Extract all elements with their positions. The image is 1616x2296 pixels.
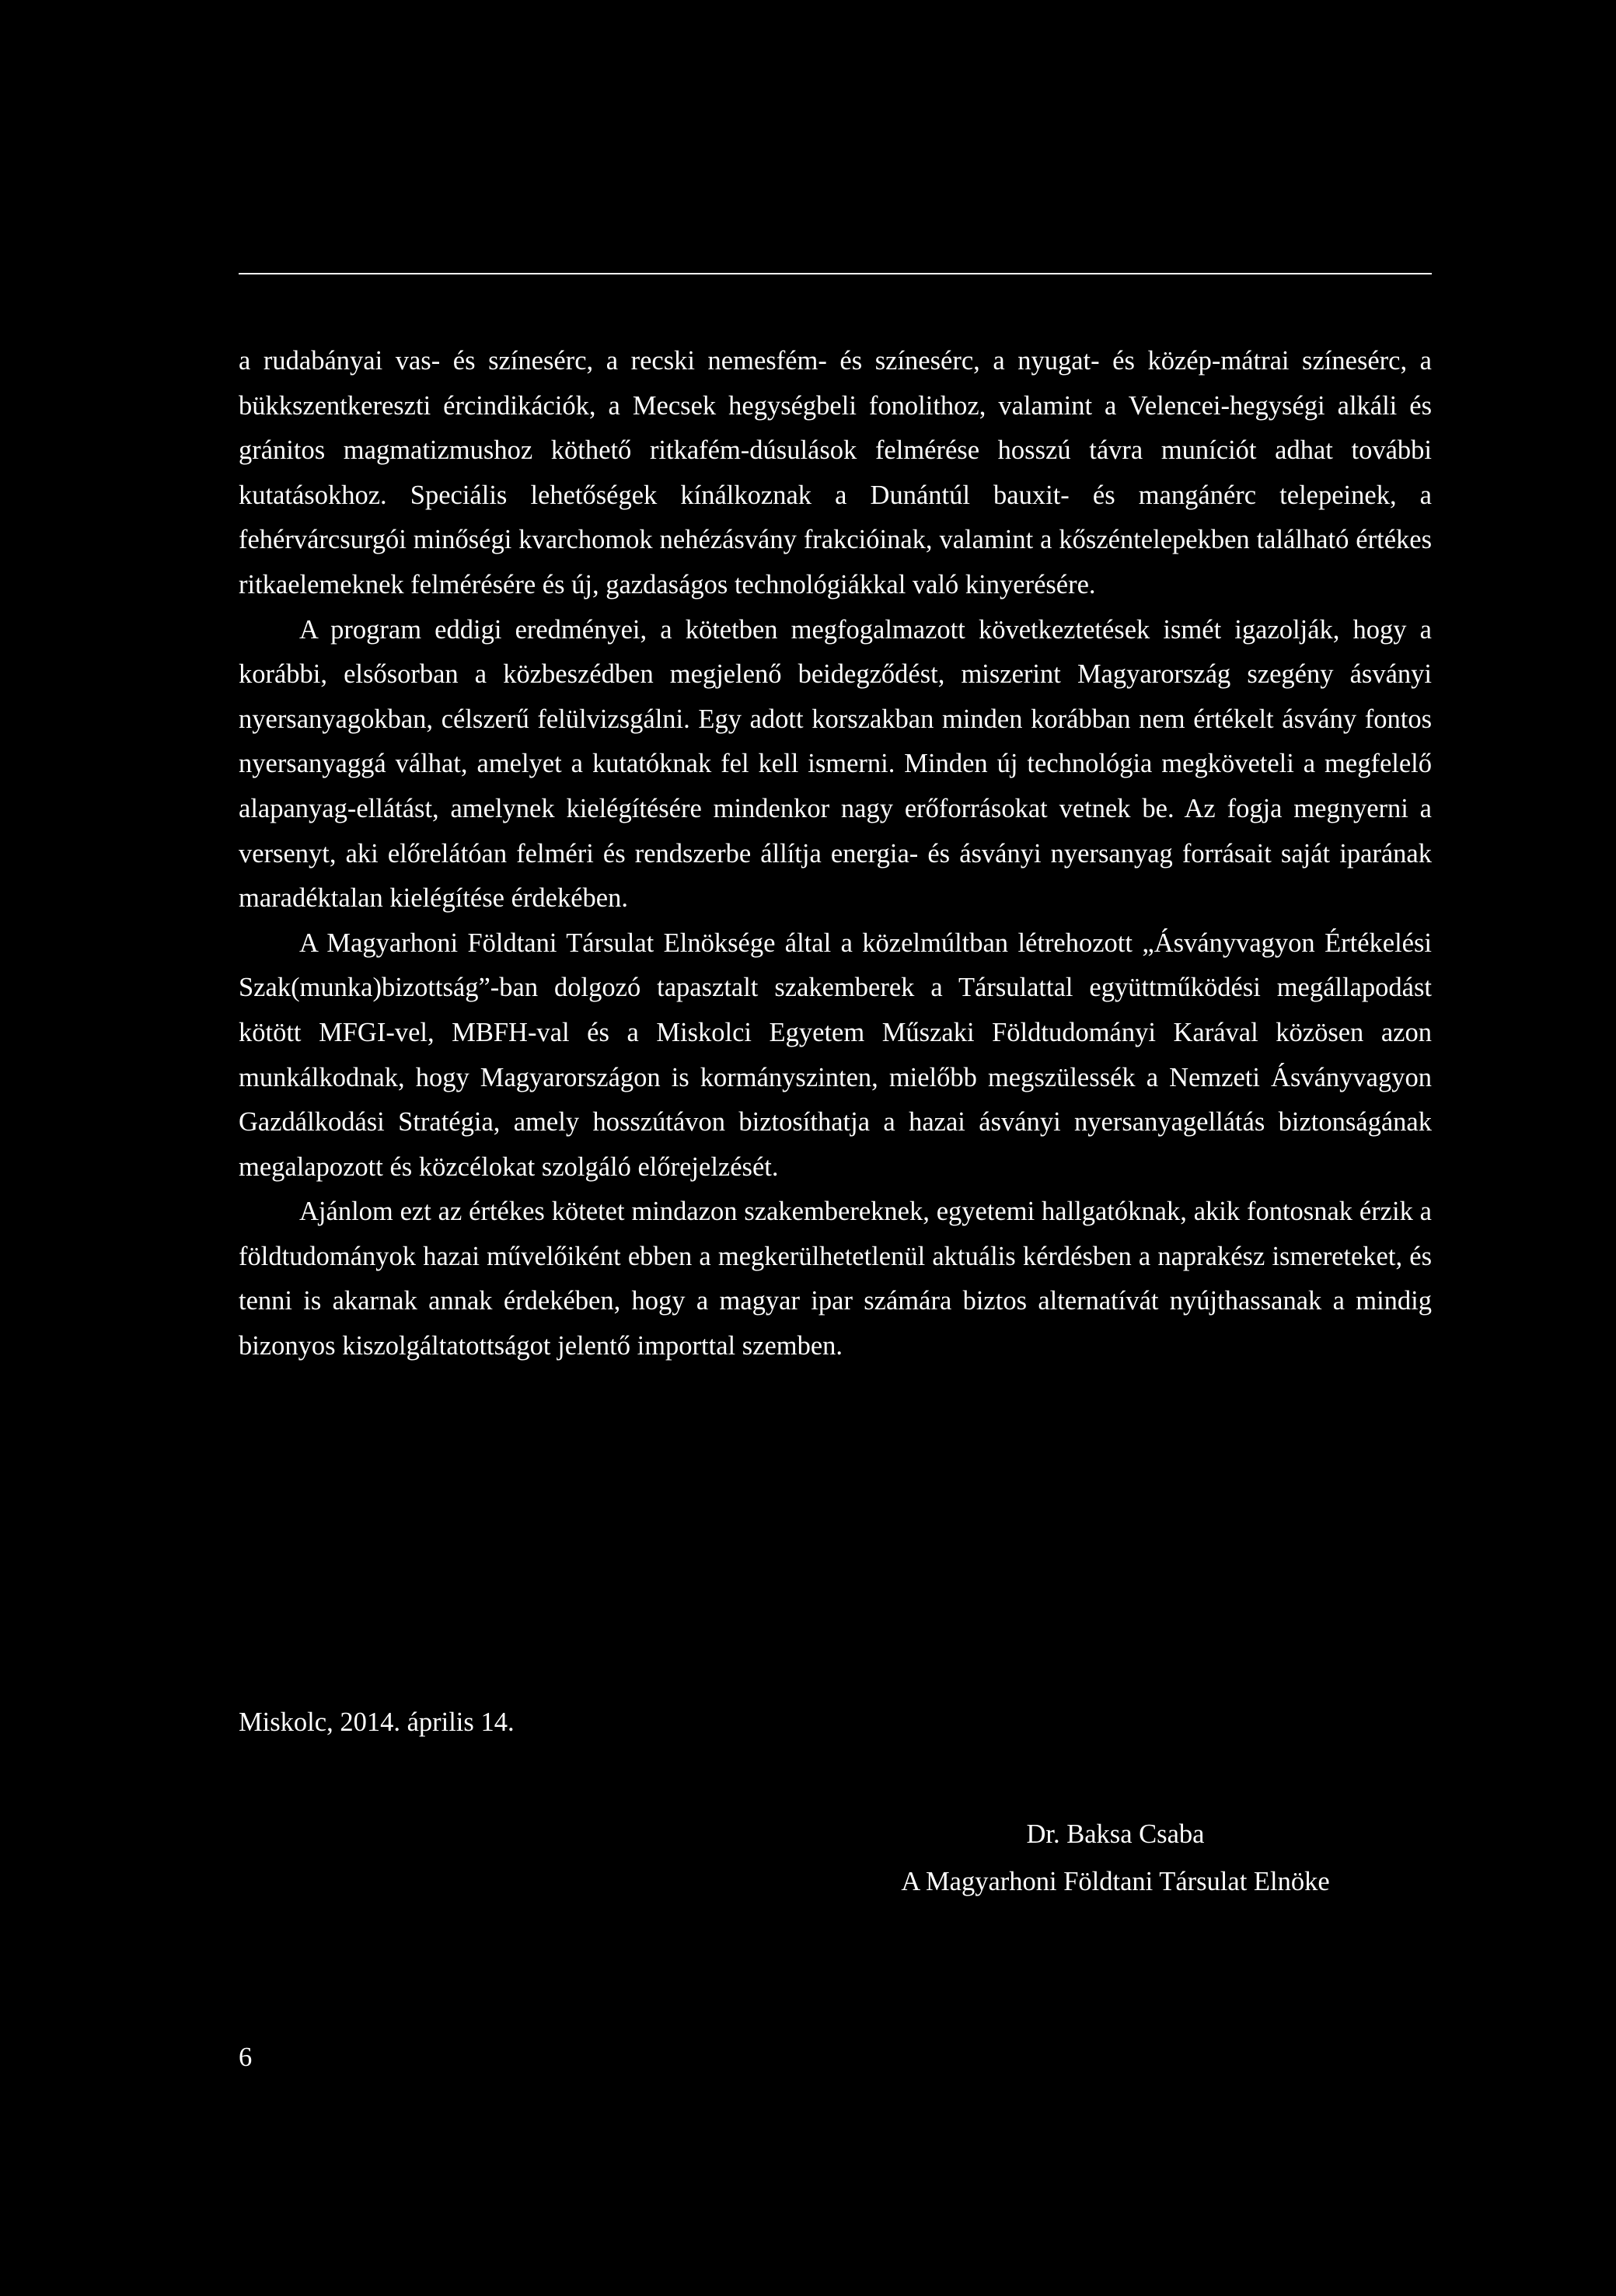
place-date: Miskolc, 2014. április 14.	[239, 1707, 515, 1737]
signature-name: Dr. Baksa Csaba	[1026, 1819, 1205, 1849]
body-text	[239, 339, 1432, 1369]
paragraph-1: a rudabányai vas- és színesérc, a recski nemesfém- és színesérc, a nyugat- és közép-mátrai színesérc, a bükkszentkereszti ércindikációk, a Mecsek hegységbeli fonolithoz, valamint a Velencei-hegységi alkáli és gránitos magmatizmushoz köthető ritkafém-dúsulások felmérése hosszú távra muníciót adhat további kutatásokhoz. Speciális lehetőségek kínálkoznak a Dunántúl bauxit- és mangánérc telepeinek, a fehérvárcsurgói minőségi kvarchomok nehézásvány frakcióinak, valamint a kőszéntelepekben található értékes ritkaelemeknek felmérésére és új, gazdaságos technológiákkal való kinyerésére.	[239, 346, 1432, 599]
header-rule	[239, 273, 1432, 274]
page-number: 6	[239, 2043, 253, 2072]
paragraph-2: A program eddigi eredményei, a kötetben megfogalmazott következtetések ismét igazolják, hogy a korábbi, elsősorban a közbeszédben megjelenő beidegződést, miszerint Magyarország szegény ásványi nyersanyagokban, célszerű felülvizsgálni. Egy adott korszakban minden korábban nem értékelt ásvány fontos nyersanyaggá válhat, amelyet a kutatóknak fel kell ismerni. Minden új technológia megköveteli a megfelelő alapanyag-ellátást, amelynek kielégítésére mindenkor nagy erőforrásokat vetnek be. Az fogja megnyerni a versenyt, aki előrelátóan felméri és rendszerbe állítja energia- és ásványi nyersanyag forrásait saját iparának maradéktalan kielégítése érdekében.	[239, 614, 1432, 914]
signature-title: A Magyarhoni Földtani Társulat Elnöke	[901, 1867, 1330, 1896]
paragraph-3: A Magyarhoni Földtani Társulat Elnöksége által a közelmúltban létrehozott „Ásványvagyon Értékelési Szak(munka)bizottság”-ban dolgozó tapasztalt szakemberek a Társulattal együttműködési megállapodást kötött MFGI-vel, MBFH-val és a Miskolci Egyetem Műszaki Földtudományi Karával közösen azon munkálkodnak, hogy Magyarországon is kormányszinten, mielőbb megszülessék a Nemzeti Ásványvagyon Gazdálkodási Stratégia, amely hosszútávon biztosíthatja a hazai ásványi nyersanyagellátás biztonságának megalapozott és közcélokat szolgáló előrejelzését.	[239, 928, 1432, 1182]
signature-block	[855, 1811, 1376, 1906]
paragraph-4: Ajánlom ezt az értékes kötetet mindazon szakembereknek, egyetemi hallgatóknak, akik fontosnak érzik a földtudományok hazai művelőiként ebben a megkerülhetetlenül aktuális kérdésben a naprakész ismereteket, és tenni is akarnak annak érdekében, hogy a magyar ipar számára biztos alternatívát nyújthassanak a mindig bizonyos kiszolgáltatottságot jelentő importtal szemben.	[239, 1197, 1432, 1361]
